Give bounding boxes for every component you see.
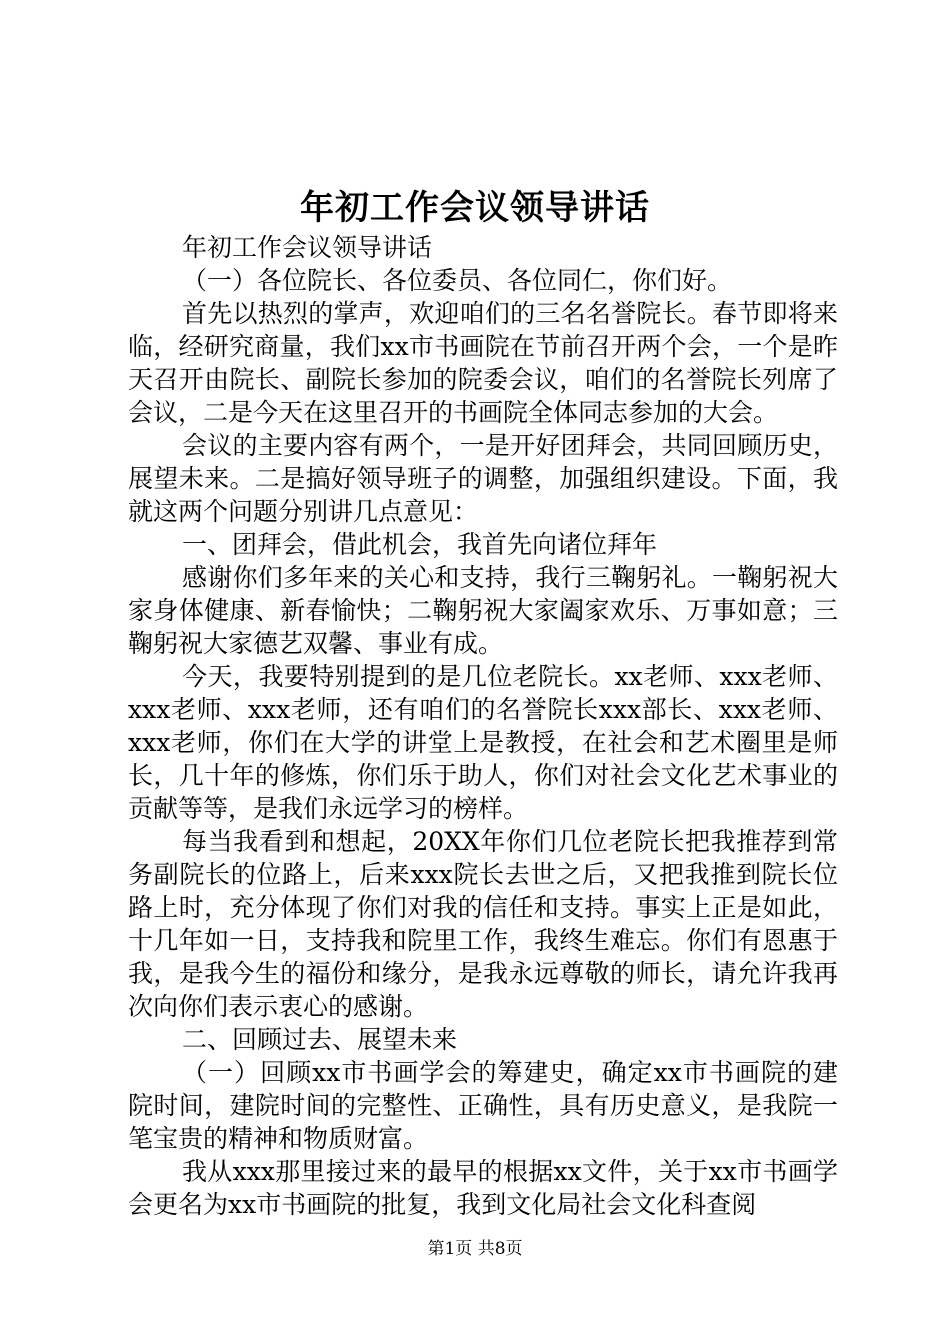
paragraph: 今天，我要特别提到的是几位老院长。xx老师、xxx老师、xxx老师、xxx老师，还有咱们的名誉院长xxx部长、xxx老师、xxx老师，你们在大学的讲堂上是教授，在社会和艺术圈里是师长，几十年的修炼，你们乐于助人，你们对社会文化艺术事业的贡献等等，是我们永远学习的榜样。 <box>128 662 838 823</box>
paragraph: 二、回顾过去、展望未来 <box>182 1025 458 1054</box>
paragraph: 首先以热烈的掌声，欢迎咱们的三名名誉院长。春节即将来临，经研究商量，我们xx市书画院在节前召开两个会，一个是昨天召开由院长、副院长参加的院委会议，咱们的名誉院长列席了会议，二是今天在这里召开的书画院全体同志参加的大会。 <box>128 299 838 427</box>
page-number-footer: 第1页 共8页 <box>427 1239 523 1259</box>
document-body <box>128 231 838 1221</box>
paragraph: 一、团拜会，借此机会，我首先向诸位拜年 <box>182 530 658 559</box>
paragraph: 会议的主要内容有两个，一是开好团拜会，共同回顾历史，展望未来。二是搞好领导班子的调整，加强组织建设。下面，我就这两个问题分别讲几点意见： <box>128 431 838 526</box>
paragraph: 每当我看到和想起，20XX年你们几位老院长把我推荐到常务副院长的位路上，后来xxx院长去世之后，又把我推到院长位路上时，充分体现了你们对我的信任和支持。事实上正是如此，十几年如一日，支持我和院里工作，我终生难忘。你们有恩惠于我，是我今生的福份和缘分，是我永远尊敬的师长，请允许我再次向你们表示衷心的感谢。 <box>128 827 838 1021</box>
paragraph: （一）回顾xx市书画学会的筹建史，确定xx市书画院的建院时间，建院时间的完整性、正确性，具有历史意义，是我院一笔宝贵的精神和物质财富。 <box>128 1058 838 1153</box>
document-title: 年初工作会议领导讲话 <box>300 188 650 228</box>
paragraph: 感谢你们多年来的关心和支持，我行三鞠躬礼。一鞠躬祝大家身体健康、新春愉快；二鞠躬祝大家阖家欢乐、万事如意；三鞠躬祝大家德艺双馨、事业有成。 <box>128 563 838 658</box>
paragraph: （一）各位院长、各位委员、各位同仁，你们好。 <box>182 266 733 295</box>
paragraph: 我从xxx那里接过来的最早的根据xx文件，关于xx市书画学会更名为xx市书画院的批复，我到文化局社会文化科查阅 <box>128 1157 838 1219</box>
paragraph: 年初工作会议领导讲话 <box>182 233 433 262</box>
